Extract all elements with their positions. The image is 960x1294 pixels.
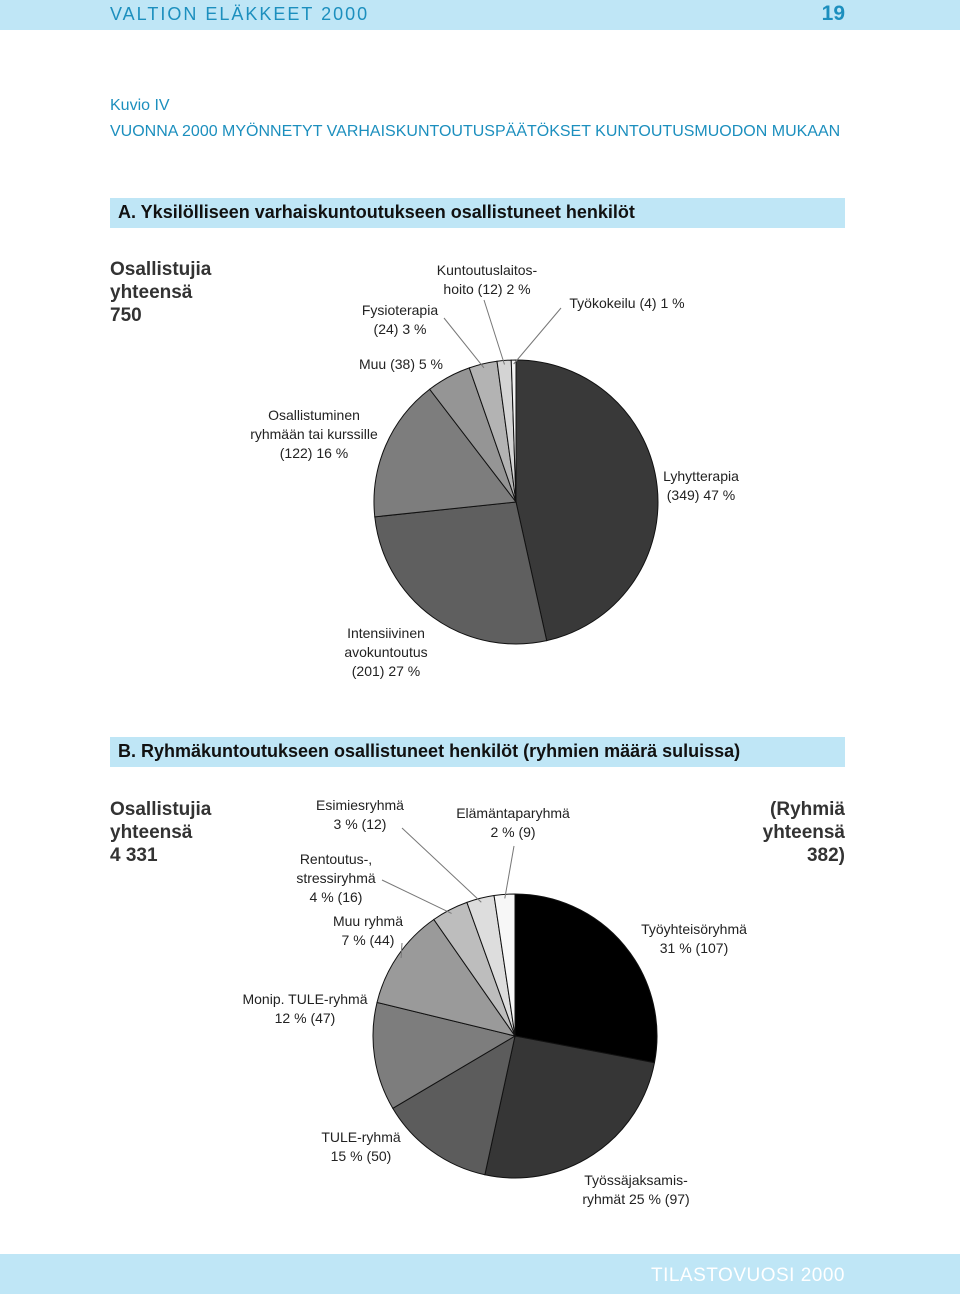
slice-label: Työssäjaksamis- (584, 1172, 688, 1188)
slice-label: 3 % (12) (333, 816, 387, 832)
slice-label: Monip. TULE-ryhmä (242, 991, 368, 1007)
slice-label: 4 % (16) (309, 889, 363, 905)
pie-chart-a (250, 262, 739, 679)
total-b-line: Osallistujia (110, 799, 212, 820)
total-a-line: Osallistujia (110, 259, 212, 280)
total-b-line: 4 331 (110, 845, 158, 866)
slice-label: Kuntoutuslaitos- (436, 262, 538, 278)
slice-label: Rentoutus-, (299, 851, 373, 867)
slice-label: avokuntoutus (344, 644, 428, 660)
total-a-line: yhteensä (110, 282, 193, 303)
slice-label: Intensiivinen (347, 625, 425, 641)
slice-label: Lyhytterapia (663, 468, 739, 484)
figure-label: Kuvio IV (110, 97, 170, 114)
slice-label: Osallistuminen (268, 407, 360, 423)
leader-line (382, 880, 452, 913)
slice-label: Työyhteisöryhmä (641, 921, 747, 937)
slice-label: TULE-ryhmä (321, 1129, 401, 1145)
groups-total-line: 382) (806, 845, 845, 866)
leader-line (514, 308, 561, 364)
section-b-title: B. Ryhmäkuntoutukseen osallistuneet henkilöt (ryhmien määrä suluissa) (118, 741, 741, 761)
pie-slice (515, 894, 657, 1063)
slice-label: ryhmään tai kurssille (250, 426, 378, 442)
slice-label: 2 % (9) (490, 824, 536, 840)
leader-line (505, 846, 514, 898)
slice-label: (24) 3 % (373, 321, 427, 337)
slice-label: Muu (38) 5 % (358, 356, 444, 372)
footer-bar (0, 1254, 960, 1294)
pie-slice (375, 502, 547, 644)
slice-label: 12 % (47) (274, 1010, 336, 1026)
slice-label: stressiryhmä (296, 870, 376, 886)
leader-line (484, 300, 505, 365)
leader-line (402, 828, 481, 902)
footer-label: TILASTOVUOSI 2000 (650, 1265, 845, 1286)
slice-label: Esimiesryhmä (316, 797, 404, 813)
running-head: VALTION ELÄKKEET 2000 (110, 4, 370, 24)
slice-label: Fysioterapia (361, 302, 439, 318)
page-number: 19 (821, 2, 845, 25)
figure-title: VUONNA 2000 MYÖNNETYT VARHAISKUNTOUTUSPÄÄTÖKSET KUNTOUTUSMUODON MUKAAN (110, 123, 841, 140)
slice-label: (122) 16 % (279, 445, 349, 461)
pie-chart-b (242, 797, 747, 1207)
slice-label: ryhmät 25 % (97) (582, 1191, 690, 1207)
total-b-line: yhteensä (110, 822, 193, 843)
groups-total-line: yhteensä (762, 822, 845, 843)
leader-line (444, 318, 484, 368)
slice-label: Elämäntaparyhmä (456, 805, 570, 821)
slice-label: hoito (12) 2 % (443, 281, 531, 297)
slice-label: Työkokeilu (4) 1 % (569, 295, 685, 311)
total-a-line: 750 (110, 305, 142, 326)
slice-label: (349) 47 % (666, 487, 736, 503)
section-a-title: A. Yksilölliseen varhaiskuntoutukseen osallistuneet henkilöt (118, 202, 635, 222)
groups-total-line: (Ryhmiä (770, 799, 845, 820)
slice-label: 31 % (107) (659, 940, 729, 956)
slice-label: 15 % (50) (330, 1148, 392, 1164)
slice-label: Muu ryhmä (332, 913, 404, 929)
slice-label: (201) 27 % (351, 663, 421, 679)
slice-label: 7 % (44) (341, 932, 395, 948)
